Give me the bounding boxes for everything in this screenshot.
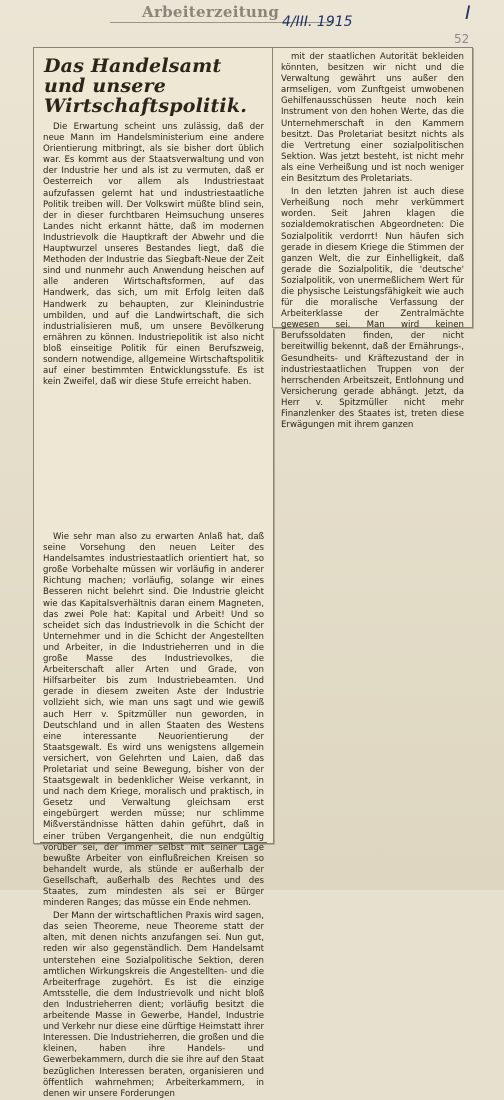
handwritten-date: 4/III. 1915 xyxy=(282,14,353,30)
paragraph: In den letzten Jahren ist auch diese Verheißung noch mehr verkümmert worden. Seit Jahren klagen die sozialdemokratischen Abgeordneten: Die Sozialpolitik verdorrt! Nun häufen sich gerade in diesem Kriege die Stimmen der ganzen Welt, die zur Einhelligkeit, daß gerade die Sozialpolitik, die 'deutsche' Sozialpolitik, von unermeßlichem Wert für die physische Leistungsfähigkeit wie auch für die moralische Verfassung der Arbeiterklasse der Zentralmächte gewesen sei. Man wird keinen Berufssoldaten finden, der nicht bereitwillig bekennt, daß der Ernährungs-, Gesundheits- und Kräftezustand der in industriestaatlichen Truppen von der herrschenden Arbeitszeit, Entlohnung und Versicherung gerade abhängt. Jetzt, da Herr v. Spitzmüller nicht mehr Finanzlenker des Staates ist, treten diese Erwägungen mit ihrem ganzen xyxy=(281,187,464,431)
article-text-col2 xyxy=(273,48,472,431)
page-number-pencil: 52 xyxy=(454,32,470,46)
handwritten-roman-numeral: I xyxy=(465,2,471,24)
article-text-col1 xyxy=(34,122,273,532)
bottom-rule xyxy=(40,842,267,843)
article-text-col3 xyxy=(34,526,273,1099)
article-headline: Das Handelsamt und unsere Wirtschaftspolitik. xyxy=(44,55,248,117)
clipping-column-left-bottom xyxy=(33,526,274,1099)
clipping-column-left-top xyxy=(33,47,274,528)
paragraph: Die Erwartung scheint uns zulässig, daß der neue Mann im Handelsministerium eine andere Orientierung mitbringt, als sie bisher dort üblich war. Es kommt aus der Staatsverwaltung und von der Industrie her und als ist zu vermuten, daß er Oesterreich vor allem als Industriestaat aufzufassen gelernt hat und industriestaatliche Politik treiben will. Der Volkswirt müßte blind sein, der in dieser furchtbaren Heimsuchung unseres Landes nicht erkannt hätte, daß im modernen Industrievolk die Hauptkraft der Abwehr und die Hauptwurzel unseres Bestandes liegt, daß die Methoden der Industrie das Siegbaft-Neue der Zeit sind und nunmehr auch Anwendung heischen auf alle anderen Wirtschaftsformen, auf das Handwerk, das sich, um mit Erfolg leiten daß Handwerk zu behaupten, zur Kleinindustrie umbilden, und auf die Landwirtschaft, die sich industrialisieren muß, um unsere Bevölkerung ernähren zu können. Industriepolitik ist also nicht bloß einseitige Politik für einen Berufszweig, sondern notwendige, allgemeine Wirtschaftspolitik auf einer bestimmten Entwicklungsstufe. Es ist kein Zweifel, daß wir diese Stufe erreicht haben. xyxy=(43,122,264,388)
paragraph: Der Mann der wirtschaftlichen Praxis wird sagen, das seien Theoreme, neue Theoreme statt der alten, mit denen nichts anzufangen sei. Nun gut, reden wir also gegenständlich. Dem Handelsamt unterstehen eine Sozialpolitische Sektion, deren amtlichen Wirkungskreis die Angestellten- und die Arbeiterfrage zugehört. Es ist die einzige Amtsstelle, die dem Industrievolk und nicht bloß den Industrieherren dient; vorläufig besitzt die arbeitende Masse in Gewerbe, Handel, Industrie und Verkehr nur diese eine dürftige Heimstatt ihrer Interessen. Die Industrieherren, die großen und die kleinen, haben ihre Handels- und Gewerbekammern, durch die sie ihre auf den Staat bezüglichen Interessen beraten, organisieren und öffentlich wahrnehmen; Arbeiterkammern, in denen wir unsere Forderungen xyxy=(43,911,264,1099)
clipping-column-right xyxy=(272,47,473,431)
paragraph: mit der staatlichen Autorität bekleiden könnten, besitzen wir nicht und die Verwaltung gewährt uns außer den armseligen, vom Zunftgeist umwobenen Gehilfenausschüssen heute noch kein Instrument von den hohen Werte, das die Unternehmerschaft in den Kammern besitzt. Das Proletariat besitzt nichts als die Vertretung einer sozialpolitischen Sektion. Was jetzt besteht, ist nicht mehr als eine Verheißung und ist noch weniger ein Besitztum des Proletariats. xyxy=(281,52,464,185)
newspaper-name-stamp: Arbeiterzeitung xyxy=(142,3,280,21)
paragraph: Wie sehr man also zu erwarten Anlaß hat, daß seine Vorsehung den neuen Leiter des Handelsamtes industriestaatlich orientiert hat, so große Vorbehalte müssen wir vorläufig in anderer Richtung machen; vorläufig, solange wir eines Besseren nicht belehrt sind. Die Industrie gleicht wie das Kapitalsverhältnis daran einem Magneten, das zwei Pole hat: Kapital und Arbeit! Und so scheidet sich das Industrievolk in die Schicht der Unternehmer und in die Schicht der Angestellten und Arbeiter, in die Industrieherren und in die große Masse des Industrievolkes, die Arbeiterschaft aller Arten und Grade, von Hilfsarbeiter bis zum Industriebeamten. Und gerade in diesem zweiten Aste der Industrie vollzieht sich, wie man uns sagt und wie gewiß auch Herr v. Spitzmüller nun geworden, in Deutschland und in allen Staaten des Westens eine interessante Neuorientierung der Staatsgewalt. Es wird uns wenigstens allgemein versichert, von Gelehrten und Laien, daß das Proletariat und seine Bewegung, bisher von der Staatsgewalt in bedenklicher Weise verkannt, in und nach dem Kriege, moralisch und praktisch, in Gesetz und Verwaltung gleichsam erst eingebürgert werden müsse; nur schlimme Mißverständnisse hätten dahin geführt, daß in einer trüben Vergangenheit, die nun endgültig vorüber sei, der immer selbst mit seiner Lage bewußte Arbeiter von einflußreichen Kreisen so behandelt wurde, als stünde er außerhalb der Gesellschaft, außerhalb des Rechtes und des Staates, zum mindesten als sei er Bürger minderen Ranges; das müsse ein Ende nehmen. xyxy=(43,532,264,909)
